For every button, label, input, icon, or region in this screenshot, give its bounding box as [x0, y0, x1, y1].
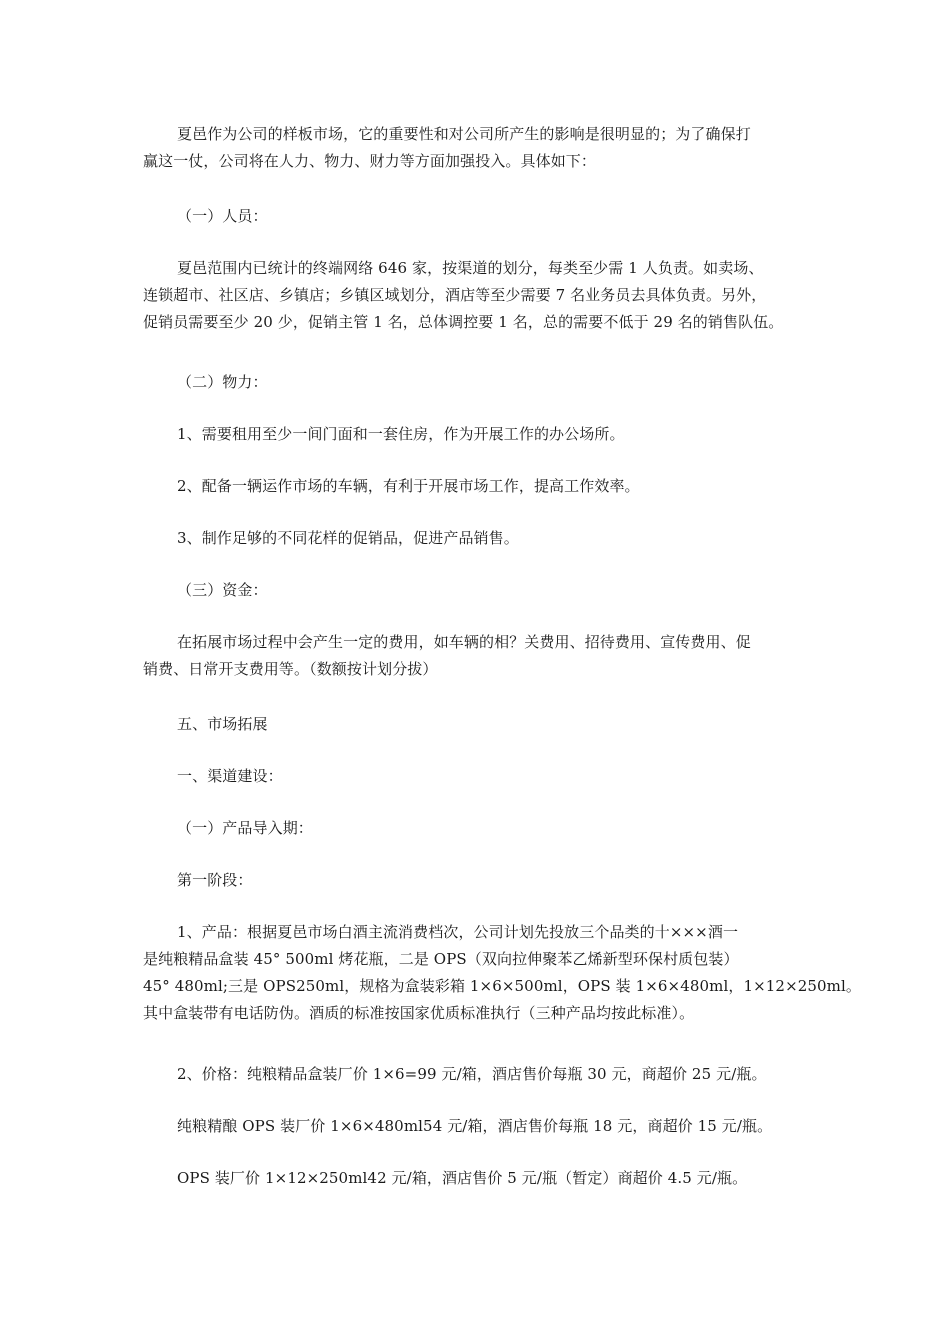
text-line: 连锁超市、社区店、乡镇店；乡镇区域划分，酒店等至少需要 7 名业务员去具体负责。另外，	[143, 286, 767, 304]
text-line: 第一阶段：	[177, 871, 253, 889]
text-line: 45° 480ml;三是 OPS250ml，规格为盒装彩箱 1×6×500ml，OPS 装 1×6×480ml，1×12×250ml。	[143, 977, 861, 995]
text-line: 是纯粮精品盒装 45° 500ml 烤花瓶，二是 OPS（双向拉伸聚苯乙烯新型环保村质包装）	[143, 950, 739, 968]
paragraph-price-ops480	[143, 1113, 811, 1140]
text-line: 1、需要租用至少一间门面和一套住房，作为开展工作的办公场所。	[177, 425, 625, 443]
text-line: （二）物力：	[177, 373, 268, 391]
text-line: 2、配备一辆运作市场的车辆，有利于开展市场工作，提高工作效率。	[177, 477, 640, 495]
text-line: （三）资金：	[177, 581, 268, 599]
text-line: （一）人员：	[177, 207, 268, 225]
text-line: 促销员需要至少 20 少，促销主管 1 名，总体调控要 1 名，总的需要不低于 29 名的销售队伍。	[143, 313, 784, 331]
text-line: 五、市场拓展	[177, 715, 268, 733]
text-line: 其中盒装带有电话防伪。酒质的标准按国家优质标准执行（三种产品均按此标准）。	[143, 1004, 695, 1022]
text-line: （一）产品导入期：	[177, 819, 313, 837]
paragraph-personnel	[143, 255, 811, 336]
paragraph-price-ops250	[143, 1165, 811, 1192]
text-line: 2、价格：纯粮精品盒装厂价 1×6=99 元/箱，酒店售价每瓶 30 元，商超价 25 元/瓶。	[177, 1065, 767, 1083]
text-line: 在拓展市场过程中会产生一定的费用，如车辆的相？关费用、招待费用、宣传费用、促	[177, 633, 751, 651]
paragraph-funds	[143, 629, 811, 683]
heading-funds	[143, 577, 811, 604]
heading-personnel	[143, 203, 811, 230]
heading-channel-building	[143, 763, 811, 790]
text-line: 夏邑范围内已统计的终端网络 646 家，按渠道的划分，每类至少需 1 人负责。如卖场、	[177, 259, 764, 277]
text-line: 夏邑作为公司的样板市场，它的重要性和对公司所产生的影响是很明显的；为了确保打	[177, 125, 751, 143]
text-line: 赢这一仗，公司将在人力、物力、财力等方面加强投入。具体如下：	[143, 152, 597, 170]
text-line: 纯粮精酿 OPS 装厂价 1×6×480ml54 元/箱，酒店售价每瓶 18 元，商超价 15 元/瓶。	[177, 1117, 773, 1135]
text-line: 3、制作足够的不同花样的促销品，促进产品销售。	[177, 529, 519, 547]
paragraph-price	[143, 1061, 811, 1088]
heading-introduction-period	[143, 815, 811, 842]
heading-market-expansion	[143, 711, 811, 738]
text-line: 一、渠道建设：	[177, 767, 283, 785]
heading-materials	[143, 369, 811, 396]
paragraph-intro	[143, 121, 811, 175]
paragraph-product	[143, 919, 861, 1027]
text-line: 销费、日常开支费用等。（数额按计划分拔）	[143, 660, 438, 678]
list-item-materials-1	[143, 421, 811, 448]
heading-phase-one	[143, 867, 811, 894]
list-item-materials-2	[143, 473, 811, 500]
text-line: OPS 装厂价 1×12×250ml42 元/箱，酒店售价 5 元/瓶（暂定）商超价 4.5 元/瓶。	[177, 1169, 748, 1187]
list-item-materials-3	[143, 525, 811, 552]
text-line: 1、产品：根据夏邑市场白酒主流消费档次，公司计划先投放三个品类的十×××酒一	[177, 923, 739, 941]
